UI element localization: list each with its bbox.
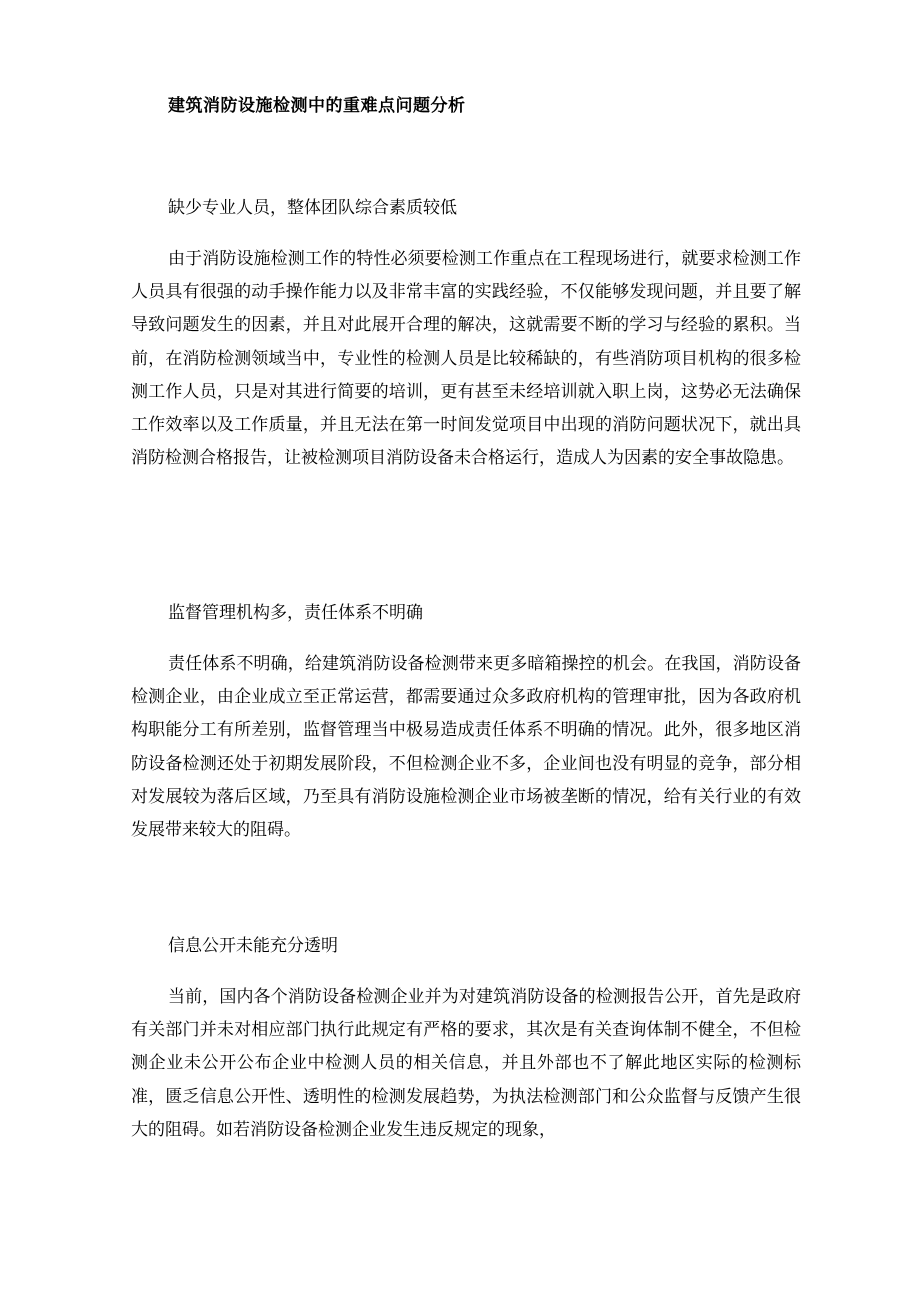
- section-paragraph: 由于消防设施检测工作的特性必须要检测工作重点在工程现场进行，就要求检测工作人员具有很强的动手操作能力以及非常丰富的实践经验，不仅能够发现问题，并且要了解导致问题发生的因素，并且对此展开合理的解决，这就需要不断的学习与经验的累积。当前，在消防检测领域当中，专业性的检测人员是比较稀缺的，有些消防项目机构的很多检测工作人员，只是对其进行简要的培训，更有甚至未经培训就入职上岗，这势必无法确保工作效率以及工作质量，并且无法在第一时间发觉项目中出现的消防问题状况下，就出具消防检测合格报告，让被检测项目消防设备未合格运行，造成人为因素的安全事故隐患。: [131, 249, 801, 469]
- section-heading: 监督管理机构多，责任体系不明确: [168, 603, 423, 623]
- section-heading: 缺少专业人员，整体团队综合素质较低: [168, 198, 457, 218]
- section-transparency: [131, 933, 801, 1147]
- section-paragraph: 责任体系不明确，给建筑消防设备检测带来更多暗箱操控的机会。在我国，消防设备检测企业，由企业成立至正常运营，都需要通过众多政府机构的管理审批，因为各政府机构职能分工有所差别，监督管理当中极易造成责任体系不明确的情况。此外，很多地区消防设备检测还处于初期发展阶段，不但检测企业不多，企业间也没有明显的竞争，部分相对发展较为落后区域，乃至具有消防设施检测企业市场被垄断的情况，给有关行业的有效发展带来较大的阻碍。: [131, 654, 801, 841]
- document-title: 建筑消防设施检测中的重难点问题分析: [168, 96, 466, 116]
- section-supervision: [131, 600, 801, 847]
- section-staffing: [131, 195, 801, 475]
- section-paragraph: 当前，国内各个消防设备检测企业并为对建筑消防设备的检测报告公开，首先是政府有关部门并未对相应部门执行此规定有严格的要求，其次是有关查询体制不健全，不但检测企业未公开公布企业中检测人员的相关信息，并且外部也不了解此地区实际的检测标准，匮乏信息公开性、透明性的检测发展趋势，为执法检测部门和公众监督与反馈产生很大的阻碍。如若消防设备检测企业发生违反规定的现象，: [131, 987, 801, 1140]
- section-heading: 信息公开未能充分透明: [168, 936, 338, 956]
